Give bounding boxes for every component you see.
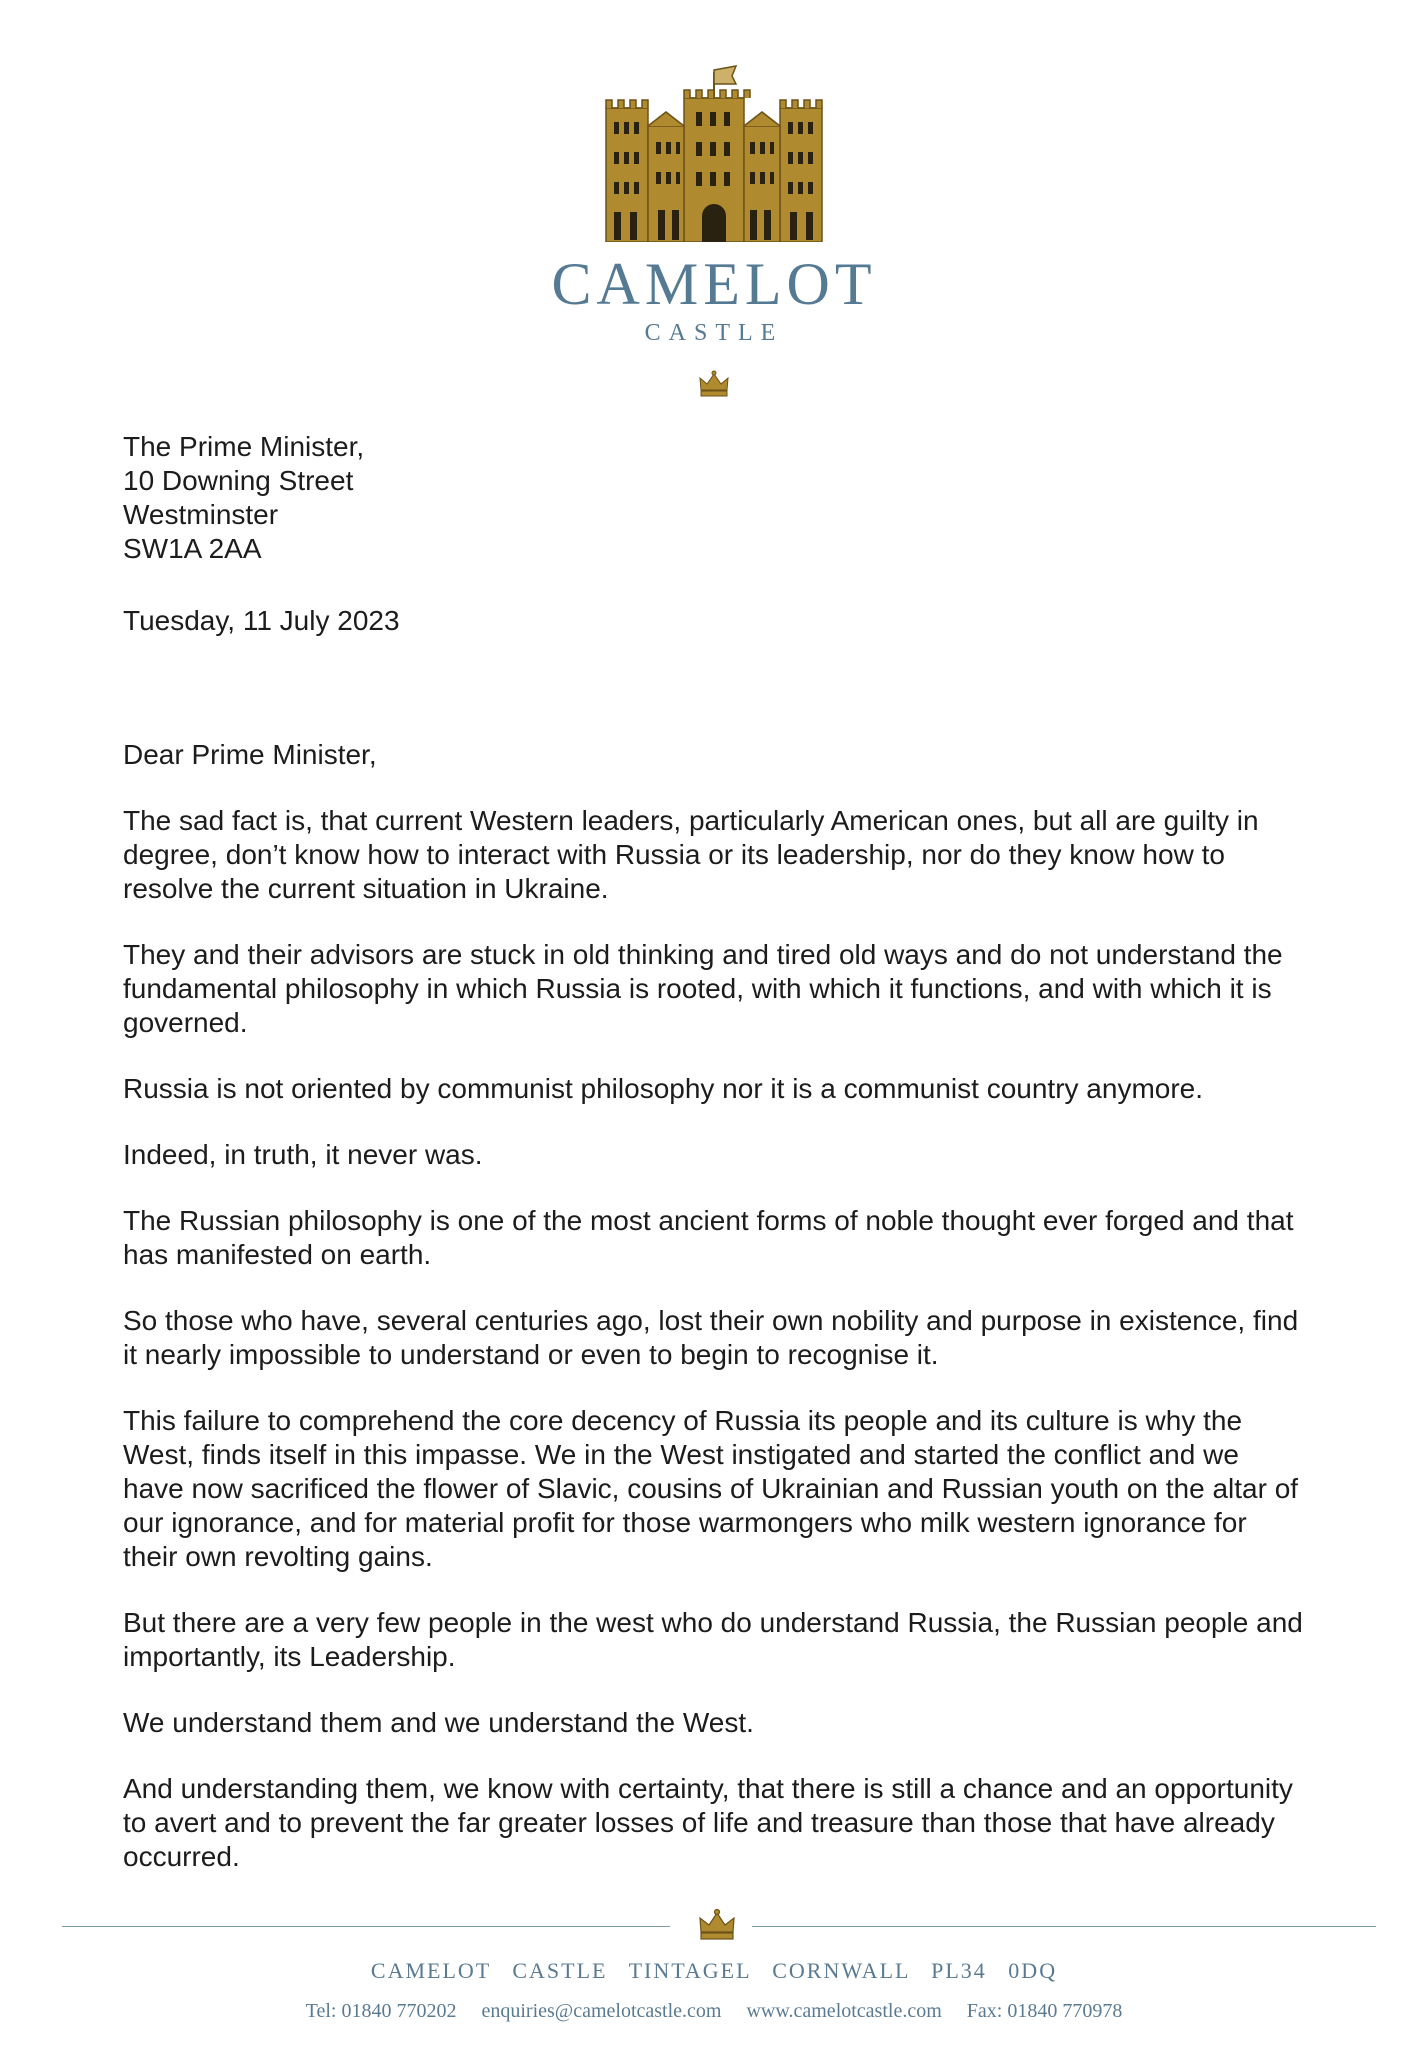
paragraph-text: And understanding them, we know with certainty, that there is still a chance and an opportunity to avert and to prevent the far greater losses of life and treasure than those that have already occurred.	[123, 1773, 1293, 1872]
footer-contact	[0, 2000, 1428, 2023]
salutation: Dear Prime Minister,	[123, 739, 377, 770]
address-line: Westminster	[123, 499, 279, 530]
brand-name: CAMELOT	[551, 251, 877, 317]
paragraph-text: The sad fact is, that current Western leaders, particularly American ones, but all are guilty in degree, don’t know how to interact with Russia or its leadership, nor do they know how to resolve the current situation in Ukraine.	[123, 805, 1259, 904]
recipient-address	[123, 430, 1303, 566]
paragraph-text: Indeed, in truth, it never was.	[123, 1139, 483, 1170]
letter-body	[123, 430, 1303, 1874]
castle-logo-icon	[600, 62, 828, 242]
footer-fax: Fax: 01840 770978	[966, 2000, 1123, 2022]
paragraph-text: They and their advisors are stuck in old thinking and tired old ways and do not understand the fundamental philosophy in which Russia is rooted, with which it functions, and with which it is governed.	[123, 939, 1283, 1038]
crown-icon	[697, 1908, 737, 1942]
footer-divider	[752, 1926, 1376, 1927]
paragraph-text: Russia is not oriented by communist philosophy nor it is a communist country anymore.	[123, 1073, 1204, 1104]
footer-divider	[62, 1926, 670, 1927]
footer-website[interactable]: www.camelotcastle.com	[746, 2000, 942, 2022]
paragraph	[123, 804, 1303, 906]
address-line: SW1A 2AA	[123, 533, 262, 564]
paragraph	[123, 1204, 1303, 1272]
paragraph	[123, 1606, 1303, 1674]
paragraph-text: We understand them and we understand the West.	[123, 1707, 754, 1738]
paragraph-text: So those who have, several centuries ago, lost their own nobility and purpose in existence, find it nearly impossible to understand or even to begin to recognise it.	[123, 1305, 1299, 1370]
paragraph	[123, 1072, 1303, 1106]
paragraph-text: The Russian philosophy is one of the most ancient forms of noble thought ever forged and that has manifested on earth.	[123, 1205, 1294, 1270]
paragraph	[123, 1404, 1303, 1574]
paragraph-text: This failure to comprehend the core decency of Russia its people and its culture is why the West, finds itself in this impasse. We in the West instigated and started the conflict and we have now sacrificed the flower of Slavic, cousins of Ukrainian and Russian youth on the altar of our ignorance, and for material profit for those warmongers who milk western ignorance for their own revolting gains.	[123, 1405, 1299, 1572]
crown-icon	[698, 370, 730, 398]
paragraph	[123, 938, 1303, 1040]
address-line: 10 Downing Street	[123, 465, 354, 496]
paragraph	[123, 1304, 1303, 1372]
letter-date: Tuesday, 11 July 2023	[123, 605, 400, 636]
address-line: The Prime Minister,	[123, 431, 365, 462]
paragraph	[123, 1706, 1303, 1740]
footer-address: CAMELOT CASTLE TINTAGEL CORNWALL PL34 0DQ	[370, 1958, 1058, 1983]
footer-tel: Tel: 01840 770202	[305, 2000, 457, 2022]
paragraph	[123, 1772, 1303, 1874]
footer-email[interactable]: enquiries@camelotcastle.com	[481, 2000, 722, 2022]
paragraph	[123, 1138, 1303, 1172]
paragraph-text: But there are a very few people in the west who do understand Russia, the Russian people and importantly, its Leadership.	[123, 1607, 1303, 1672]
brand-subtitle: CASTLE	[644, 320, 784, 346]
